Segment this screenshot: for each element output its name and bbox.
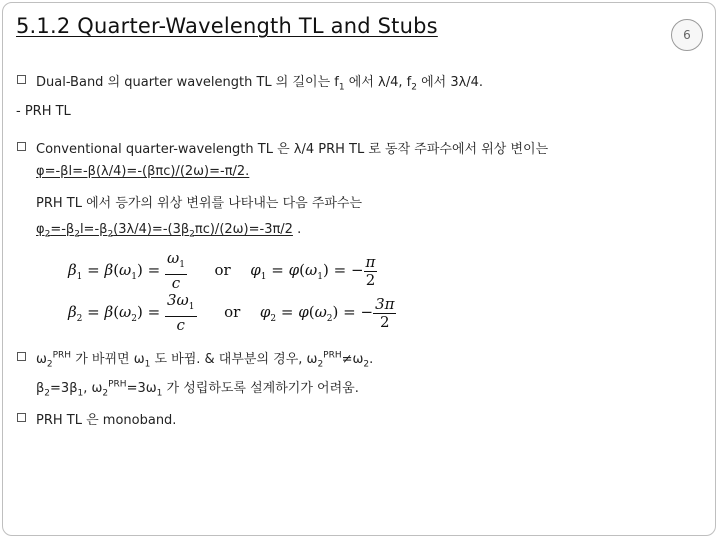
text-segment: (3λ/4)=-(3β — [113, 222, 190, 237]
text-segment: 가 성립하도록 설계하기가 어려움. — [162, 381, 359, 396]
text-segment: =3β — [50, 381, 78, 396]
subscript: 2 — [44, 229, 51, 240]
eq-numerator — [165, 292, 197, 317]
eq-fraction — [165, 250, 187, 292]
eq-operator: = — [142, 303, 165, 321]
subscript: 2 — [317, 359, 324, 370]
text-segment: 도 바뀜. & 대부분의 경우, ω — [150, 352, 318, 367]
subscript: 1 — [338, 82, 345, 93]
eq-fraction — [373, 296, 396, 331]
subscript: 2 — [363, 359, 370, 370]
subscript: 2 — [46, 359, 53, 370]
eq-symbol: φ — [259, 303, 271, 321]
eq-subscript: 1 — [317, 272, 323, 282]
eq-symbol: φ — [288, 261, 300, 279]
eq-symbol: β — [104, 303, 114, 321]
eq-symbol: β — [104, 261, 114, 279]
bullet-conventional-line1: Conventional quarter-wavelength TL 은 λ/4 PRH TL 로 동작 주파수에서 위상 변이는 — [36, 142, 549, 157]
subscript: 2 — [107, 229, 114, 240]
text-segment: 가 바뀌면 ω — [71, 352, 145, 367]
eq-denominator: c — [176, 316, 185, 334]
eq-numerator: π — [365, 252, 376, 271]
bullet-omega-design — [36, 377, 359, 399]
eq-or: or — [224, 303, 241, 321]
subscript: 1 — [156, 388, 163, 399]
eq-subscript: 1 — [260, 272, 267, 282]
eq-subscript: 2 — [131, 314, 138, 324]
eq-symbol: φ — [298, 303, 309, 321]
bullet-conventional-line3: PRH TL 에서 등가의 위상 변위를 나타내는 다음 주파수는 — [36, 196, 363, 211]
eq-or: or — [214, 261, 231, 279]
eq-operator: = — [142, 261, 165, 279]
eq-subscript: 1 — [179, 260, 185, 270]
superscript: PRH — [323, 350, 342, 361]
superscript: PRH — [52, 350, 72, 361]
eq-paren: ) — [322, 261, 329, 279]
bullet-omega-change — [36, 348, 373, 370]
text-segment: β — [36, 381, 45, 396]
eq-subscript: 2 — [76, 314, 83, 324]
text-segment: πc)/(2ω)=-3π/2 — [194, 222, 293, 237]
subscript: 2 — [411, 82, 417, 93]
text-segment: =3ω — [126, 381, 157, 396]
eq-numerator: 3π — [375, 294, 395, 313]
section-prh-tl: - PRH TL — [16, 104, 71, 119]
eq-paren: ) — [137, 303, 143, 321]
subscript: 1 — [77, 388, 84, 399]
eq-fraction — [165, 292, 197, 334]
bullet-conventional-phase2 — [36, 222, 301, 240]
text-segment: 에서 3λ/4. — [416, 75, 484, 90]
eq-fraction — [364, 254, 378, 289]
bullet-box-icon — [17, 142, 26, 151]
eq-denominator: 2 — [380, 312, 390, 331]
eq-operator: = — [82, 261, 105, 279]
bullet-monoband: PRH TL 은 monoband. — [36, 413, 177, 428]
bullet-box-icon — [17, 352, 26, 361]
text-segment: φ — [36, 222, 45, 237]
text-segment: Dual-Band 의 quarter wavelength TL 의 길이는 f — [36, 75, 339, 90]
eq-symbol: ω — [314, 303, 327, 321]
eq-subscript: 2 — [326, 314, 333, 324]
eq-paren: ( — [113, 261, 120, 279]
eq-paren: ( — [299, 261, 306, 279]
superscript: PRH — [108, 379, 127, 390]
text-segment: . — [369, 352, 374, 367]
eq-symbol: ω — [305, 261, 318, 279]
eq-operator: = — [276, 303, 299, 321]
text-segment: =-β — [50, 222, 75, 237]
subscript: 1 — [144, 359, 151, 370]
eq-symbol: ω — [119, 303, 132, 321]
eq-operator: = − — [328, 261, 364, 279]
text-segment: l=-β — [79, 222, 108, 237]
text-segment: 에서 λ/4, f — [344, 75, 412, 90]
text-segment: . — [292, 222, 302, 237]
eq-subscript: 2 — [270, 314, 277, 324]
eq-operator: = — [82, 303, 105, 321]
subscript: 2 — [44, 388, 51, 399]
bullet-box-icon — [17, 75, 26, 84]
text-segment: ω — [36, 352, 47, 367]
equation-beta1 — [68, 250, 377, 292]
equation-beta2 — [68, 292, 396, 334]
eq-paren: ( — [308, 303, 315, 321]
eq-subscript: 1 — [188, 302, 195, 312]
page-number-badge: 6 — [671, 19, 703, 51]
eq-paren: ) — [137, 261, 143, 279]
eq-symbol: ω — [119, 261, 132, 279]
eq-paren: ( — [113, 303, 120, 321]
eq-symbol: β — [68, 303, 77, 321]
eq-denominator: c — [171, 274, 181, 292]
eq-paren: ) — [332, 303, 339, 321]
subscript: 2 — [74, 229, 80, 240]
bullet-box-icon — [17, 413, 26, 422]
eq-operator: = — [266, 261, 289, 279]
phase2-expression — [36, 222, 293, 240]
eq-symbol: β — [68, 261, 77, 279]
eq-symbol: φ — [250, 261, 261, 279]
subscript: 2 — [102, 388, 109, 399]
eq-operator: = − — [338, 303, 374, 321]
text-segment: , ω — [83, 381, 103, 396]
eq-symbol: 3ω — [166, 291, 189, 309]
eq-subscript: 1 — [76, 272, 83, 282]
subscript: 2 — [189, 229, 195, 240]
bullet-dual-band — [36, 71, 483, 93]
bullet-conventional-phase: φ=-βl=-β(λ/4)=-(βπc)/(2ω)=-π/2. — [36, 164, 250, 179]
eq-denominator: 2 — [365, 270, 376, 289]
eq-numerator — [165, 250, 187, 275]
text-segment: ≠ω — [341, 352, 364, 367]
eq-symbol: ω — [166, 249, 180, 267]
slide-title: 5.1.2 Quarter-Wavelength TL and Stubs — [16, 14, 438, 38]
eq-subscript: 1 — [131, 272, 138, 282]
